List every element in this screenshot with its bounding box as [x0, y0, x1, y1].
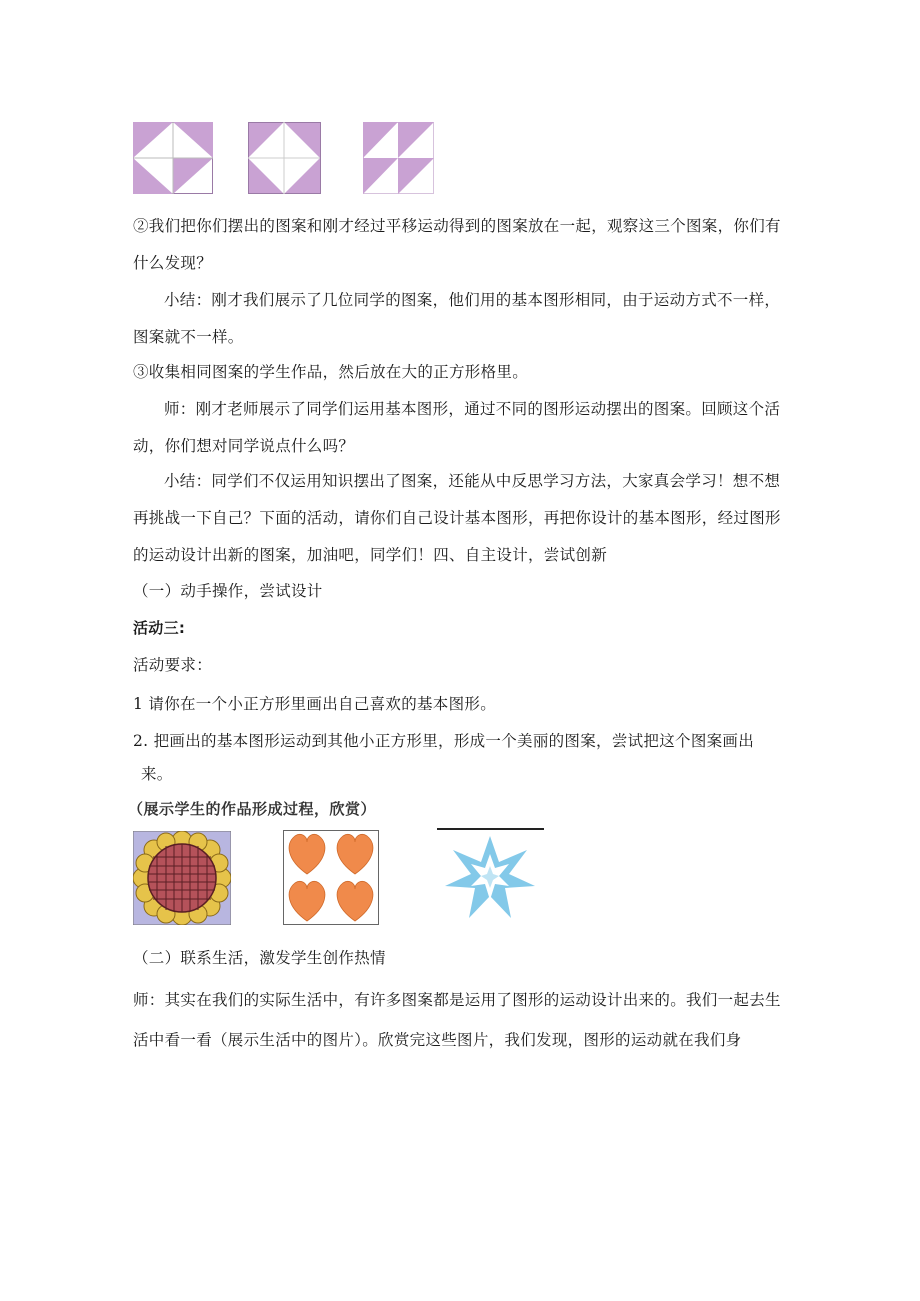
diamond-tile-pattern: [248, 122, 321, 194]
activity-three-title: 活动三:: [133, 619, 186, 637]
requirement-2: 2. 把画出的基本图形运动到其他小正方形里，形成一个美丽的图案，尝试把这个图案画出: [133, 732, 755, 750]
requirement-2-continued: 来。: [141, 765, 173, 783]
requirement-1: 1 请你在一个小正方形里画出自己喜欢的基本图形。: [133, 695, 496, 713]
section-heading-hands-on: （一）动手操作，尝试设计: [133, 582, 323, 600]
paragraph-teacher-review: 师：刚才老师展示了同学们运用基本图形，通过不同的图形运动摆出的图案。回顾这个活动，你们想对同学说点什么吗？: [133, 400, 781, 455]
artwork-caption: （展示学生的作品形成过程，欣赏）: [128, 800, 377, 818]
snowflake-artwork: [437, 828, 544, 926]
hearts-artwork: [283, 830, 379, 925]
stepped-tile-pattern: [363, 122, 434, 194]
activity-requirements-label: 活动要求：: [133, 656, 213, 674]
paragraph-teacher-life: 师：其实在我们的实际生活中，有许多图案都是运用了图形的运动设计出来的。我们一起去生活中看一看（展示生活中的图片）。欣赏完这些图片，我们发现，图形的运动就在我们身: [133, 991, 781, 1049]
paragraph-summary-1: 小结：刚才我们展示了几位同学的图案，他们用的基本图形相同，由于运动方式不一样，图案就不一样。: [133, 291, 781, 346]
paragraph-collect: ③收集相同图案的学生作品，然后放在大的正方形格里。: [133, 363, 529, 381]
section-heading-life: （二）联系生活，激发学生创作热情: [133, 949, 386, 967]
paragraph-observe: ②我们把你们摆出的图案和刚才经过平移运动得到的图案放在一起，观察这三个图案，你们有什么发现？: [133, 217, 781, 272]
paragraph-summary-2: 小结：同学们不仅运用知识摆出了图案，还能从中反思学习方法，大家真会学习！想不想再挑战一下自己？下面的活动，请你们自己设计基本图形，再把你设计的基本图形，经过图形的运动设计出新的图案，加油吧，同学们！四、自主设计，尝试创新: [133, 472, 781, 564]
pinwheel-tile-pattern: [133, 122, 213, 194]
sunflower-artwork: [133, 831, 231, 925]
